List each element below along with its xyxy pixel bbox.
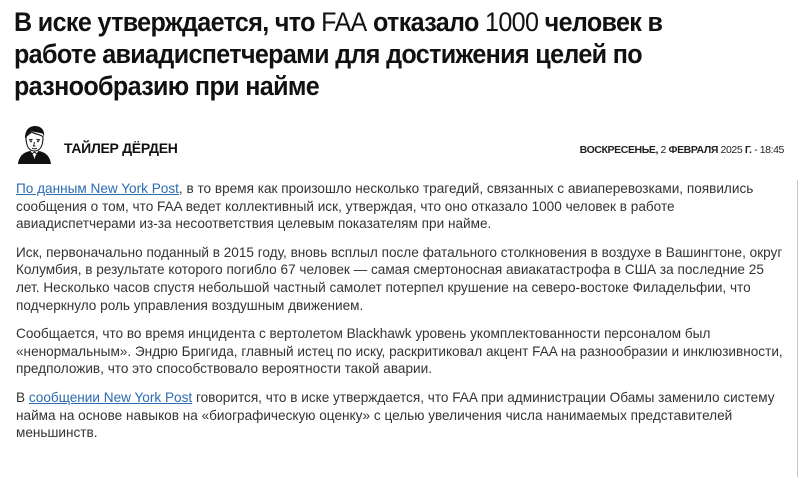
publish-date [580,144,784,156]
paragraph-1-text: , в то время как произошло несколько трагедий, связанных с авиаперевозками, появились сообщения о том, что FAA ведет коллективный иск, утверждая, что оно отказало 1000 человек в работе авиадиспетчерами из-за несоответствия целевым показателям при найме. [16,181,754,232]
date-weekday: ВОСКРЕСЕНЬЕ, [579,144,658,156]
headline-part-3: отказало [372,7,479,37]
paragraph-2: Иск, первоначально поданный в 2015 году, вновь всплыл после фатального столкновения в воздухе в Вашингтоне, округ Колумбия, в результате которого погибло 67 человек — самая смертоносная авиакатастрофа в США за последние 25 лет. Несколько часов спустя небольшой частный самолет потерпел крушение на северо-востоке Филадельфии, что подчеркнуло роль управления воздушным движением. [16,244,783,313]
paragraph-1 [16,180,786,233]
date-year: 2025 [720,144,743,156]
paragraph-4-prefix: В [16,389,29,405]
headline-part-5: человек в работе авиадиспетчерами для достижения целей по разнообразию при найме [14,7,663,101]
content-divider [797,180,798,477]
paragraph-4-text: говорится, что в иске утверждается, что FAA при администрации Обамы заменило систему найма на основе навыков на «биографическую оценку» с целью увеличения числа нанимаемых представителей меньшинств. [16,389,775,441]
paragraph-3: Сообщается, что во время инцидента с вертолетом Blackhawk уровень укомплектованности персоналом был «ненормальным». Эндрю Бригида, главный истец по иску, раскритиковал акцент FAA на разнообразии и инклюзивности, предположив, что это способствовало вероятности такой аварии. [16,326,783,377]
new-york-post-link[interactable]: По данным New York Post [16,181,179,196]
paragraph-4 [16,389,786,442]
headline-part-2: FAA [321,7,367,37]
author-name[interactable]: ТАЙЛЕР ДЁРДЕН [64,140,178,156]
date-suffix: Г. [744,144,752,156]
date-day: 2 [660,144,666,156]
new-york-post-report-link[interactable]: сообщении New York Post [28,389,193,405]
byline [16,124,786,166]
author-portrait-icon[interactable] [16,124,52,164]
headline-part-4: 1000 [485,7,539,37]
headline-part-1: В иске утверждается, что [14,7,315,37]
article-headline [14,6,730,102]
date-time: - 18:45 [754,144,784,156]
article-body [16,180,786,453]
date-month: ФЕВРАЛЯ [668,144,718,156]
